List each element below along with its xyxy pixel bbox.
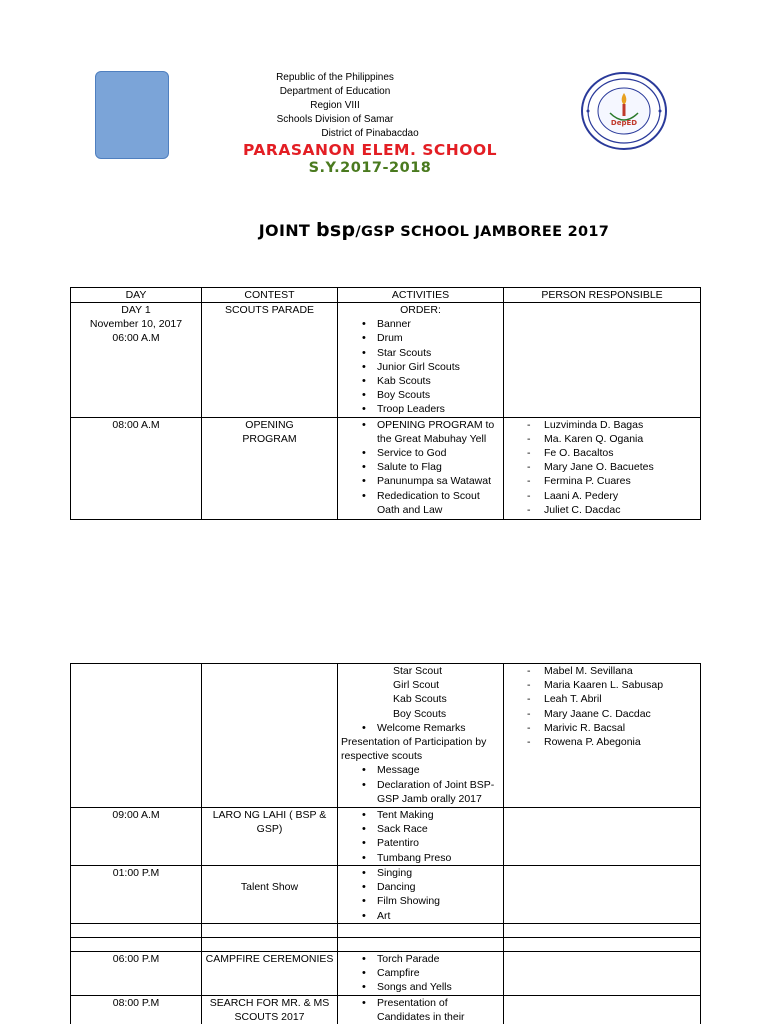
activities-cell [338,952,504,996]
person-cell [504,417,701,519]
day-cell: 08:00 A.M [71,417,202,519]
seal-brand-text: DepED [610,119,638,127]
table-row [71,924,701,938]
person-cell [504,808,701,866]
page-title: JOINT bsp/GSP SCHOOL JAMBOREE 2017 [258,219,610,241]
activities-cell [338,996,504,1024]
table-row [71,938,701,952]
table-row [71,952,701,996]
contest-cell: CAMPFIRE CEREMONIES [202,952,338,996]
letterhead-line: Region VIII [310,100,360,111]
table-row [71,417,701,519]
list-item: - Juliet C. Dacdac [507,503,697,517]
school-seal-logo [580,71,668,151]
list-item: • Patentiro [341,836,500,850]
activities-cell [338,808,504,866]
list-item: - Rowena P. Abegonia [507,735,697,749]
schedule-table-2 [70,663,701,1024]
list-item: • Message [341,763,500,777]
person-cell [504,866,701,924]
contest-cell: LARO NG LAHI ( BSP & GSP) [202,808,338,866]
list-item: • Welcome Remarks [341,721,500,735]
list-item: - Mabel M. Sevillana [507,664,697,678]
list-item: - Mary Jane O. Bacuetes [507,460,697,474]
day-cell: DAY 1 November 10, 2017 06:00 A.M [71,303,202,418]
person-cell [504,996,701,1024]
list-item: • Star Scouts [341,346,500,360]
activities-cell: ORDER: • Banner • Drum • Star Scouts • Junior Girl Scouts • Kab Scouts • Boy Scouts • Troop Leaders [338,303,504,418]
list-item: • Campfire [341,966,500,980]
list-item: • Declaration of Joint BSP-GSP Jamb orally 2017 [341,778,500,806]
list-item: • Drum [341,331,500,345]
letterhead-line: Department of Education [279,86,391,97]
list-item: • Singing [341,866,500,880]
list-item: - Mary Jaane C. Dacdac [507,707,697,721]
contest-cell: SEARCH FOR MR. & MS SCOUTS 2017 [202,996,338,1024]
list-item: • Boy Scouts [341,388,500,402]
list-item: • Banner [341,317,500,331]
list-item: • Presentation of Candidates in their [341,996,500,1024]
letterhead-line: District of Pinabacdao [321,128,419,139]
header-activities: ACTIVITIES [338,288,504,303]
table-row [71,996,701,1024]
activities-cell [338,866,504,924]
list-item: • Panunumpa sa Watawat [341,474,500,488]
header-contest: CONTEST [202,288,338,303]
letterhead [200,71,470,141]
activities-cell [338,417,504,519]
contest-cell: Talent Show [202,866,338,924]
header-person-responsible: PERSON RESPONSIBLE [504,288,701,303]
list-item: • Songs and Yells [341,980,500,994]
list-item: • Art [341,909,500,923]
person-cell [504,952,701,996]
letterhead-line: Schools Division of Samar [276,114,394,125]
contest-cell [202,664,338,808]
day-cell [71,664,202,808]
table-row [71,664,701,808]
person-cell [504,303,701,418]
list-item: • Troop Leaders [341,402,500,416]
table-row [71,303,701,418]
schedule-table-1 [70,287,701,520]
day-cell: 01:00 P.M [71,866,202,924]
list-item: • Salute to Flag [341,460,500,474]
list-item: - Fermina P. Cuares [507,474,697,488]
list-item: - Fe O. Bacaltos [507,446,697,460]
letterhead-line: Republic of the Philippines [276,72,394,83]
list-item: • Junior Girl Scouts [341,360,500,374]
list-item: - Maria Kaaren L. Sabusap [507,678,697,692]
list-item: • Rededication to Scout Oath and Law [341,489,500,517]
list-item: • OPENING PROGRAM to the Great Mabuhay Yell [341,418,500,446]
list-item: - Leah T. Abril [507,692,697,706]
day-cell: 06:00 P.M [71,952,202,996]
header-day: DAY [71,288,202,303]
school-year: S.Y.2017-2018 [308,160,432,176]
list-item: • Service to God [341,446,500,460]
day-cell: 08:00 P.M [71,996,202,1024]
list-item: - Laani A. Pedery [507,489,697,503]
contest-cell: OPENING PROGRAM [202,417,338,519]
list-item: • Tent Making [341,808,500,822]
list-item: • Torch Parade [341,952,500,966]
list-item: - Luzviminda D. Bagas [507,418,697,432]
activities-cell: Star Scout Girl Scout Kab Scouts Boy Scouts • Welcome Remarks Presentation of Participation by respective scouts • Message • Declaration of Joint BSP-GSP Jamb orally 2017 [338,664,504,808]
list-item: - Ma. Karen Q. Ogania [507,432,697,446]
placeholder-logo-box [95,71,169,159]
person-cell [504,664,701,808]
list-item: • Sack Race [341,822,500,836]
table-row [71,866,701,924]
list-item: • Tumbang Preso [341,851,500,865]
table-row [71,808,701,866]
contest-cell: SCOUTS PARADE [202,303,338,418]
school-name: PARASANON ELEM. SCHOOL [242,141,498,159]
day-cell: 09:00 A.M [71,808,202,866]
table-header-row [71,288,701,303]
list-item: • Kab Scouts [341,374,500,388]
list-item: • Film Showing [341,894,500,908]
list-item: - Marivic R. Bacsal [507,721,697,735]
list-item: • Dancing [341,880,500,894]
